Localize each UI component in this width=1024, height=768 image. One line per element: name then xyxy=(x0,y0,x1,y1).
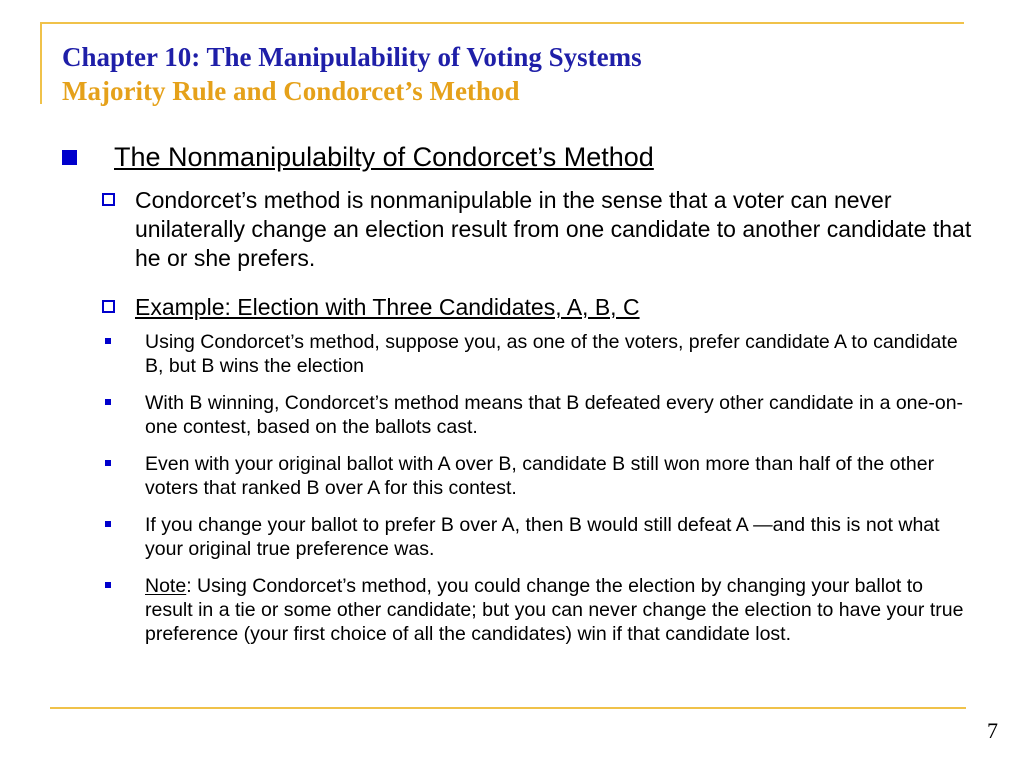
point-item xyxy=(102,186,972,273)
hollow-square-bullet-icon xyxy=(102,300,115,313)
note-text: : Using Condorcet’s method, you could change the election by changing your ballot to result in a tie or some other candidate; but you can never change the election to have your true preference (your first choice of all the candidates) win if that candidate lost. xyxy=(145,575,964,645)
note-item xyxy=(102,574,972,646)
list-item xyxy=(102,391,972,439)
bullet-text: With B winning, Condorcet’s method means that B defeated every other candidate in a one-on-one contest, based on the ballots cast. xyxy=(145,392,964,438)
title-block xyxy=(62,40,962,108)
small-square-bullet-icon xyxy=(105,460,111,466)
small-square-bullet-icon xyxy=(105,521,111,527)
main-heading-item xyxy=(62,140,972,174)
slide-content xyxy=(62,140,972,646)
small-square-bullet-icon xyxy=(105,582,111,588)
bullet-text: Using Condorcet’s method, suppose you, as one of the voters, prefer candidate A to candidate B, but B wins the election xyxy=(145,331,958,377)
slide-subtitle: Majority Rule and Condorcet’s Method xyxy=(62,76,520,106)
bullet-text: If you change your ballot to prefer B over A, then B would still defeat A —and this is not what your original true preference was. xyxy=(145,514,940,560)
point-text: Condorcet’s method is nonmanipulable in the sense that a voter can never unilaterally change an election result from one candidate to another candidate that he or she prefers. xyxy=(135,187,972,271)
note-label: Note xyxy=(145,575,187,597)
main-heading: The Nonmanipulabilty of Condorcet’s Method xyxy=(114,142,654,172)
note-text-block xyxy=(145,574,972,646)
example-heading-item xyxy=(102,293,972,322)
example-heading: Example: Election with Three Candidates, A, B, C xyxy=(135,294,640,320)
top-frame-line xyxy=(40,22,964,24)
bottom-frame-line xyxy=(50,707,966,709)
small-square-bullet-icon xyxy=(105,399,111,405)
small-square-bullet-icon xyxy=(105,338,111,344)
filled-square-bullet-icon xyxy=(62,150,77,165)
list-item xyxy=(102,330,972,378)
slide-title: Chapter 10: The Manipulability of Voting Systems xyxy=(62,42,642,72)
hollow-square-bullet-icon xyxy=(102,193,115,206)
list-item xyxy=(102,452,972,500)
list-item xyxy=(102,513,972,561)
page-number: 7 xyxy=(987,718,998,743)
bullet-text: Even with your original ballot with A over B, candidate B still won more than half of the other voters that ranked B over A for this contest. xyxy=(145,453,935,499)
left-frame-line xyxy=(40,22,42,104)
